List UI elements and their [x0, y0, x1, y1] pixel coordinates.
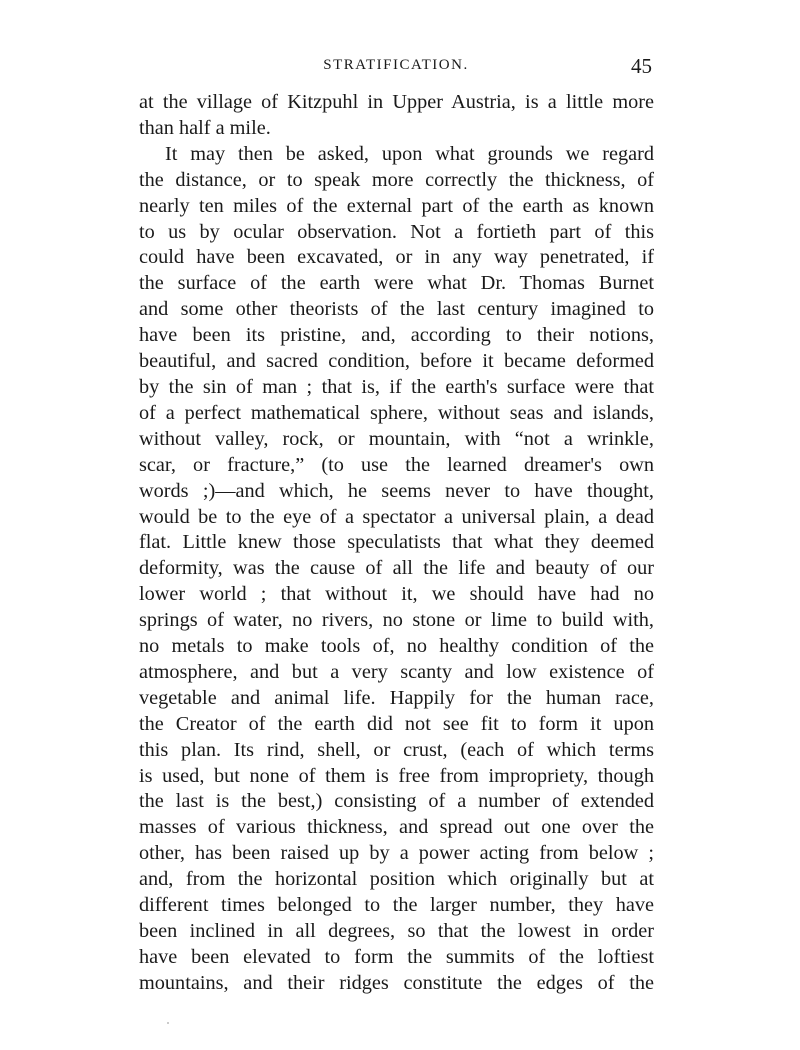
text-line: deformity, was the cause of all the life and beauty of our: [139, 557, 654, 580]
text-line: It may then be asked, upon what grounds we regard: [165, 142, 654, 165]
text-line: beautiful, and sacred condition, before it became deformed: [139, 350, 654, 373]
text-line: could have been excavated, or in any way penetrated, if: [139, 246, 654, 269]
text-line: is used, but none of them is free from impropriety, though: [139, 764, 654, 787]
text-line: vegetable and animal life. Happily for the human race,: [139, 686, 654, 709]
text-line: lower world ; that without it, we should have had no: [139, 583, 654, 606]
text-line: and, from the horizontal position which originally but at: [139, 868, 654, 891]
text-line: no metals to make tools of, no healthy condition of the: [139, 635, 654, 658]
text-line: by the sin of man ; that is, if the earth's surface were that: [139, 375, 654, 398]
text-line: flat. Little knew those speculatists that what they deemed: [139, 531, 654, 554]
running-title: STRATIFICATION.: [323, 57, 469, 73]
text-line: masses of various thickness, and spread out one over the: [139, 816, 654, 839]
text-line: to us by ocular observation. Not a fortieth part of this: [139, 220, 654, 243]
text-line: of a perfect mathematical sphere, without seas and islands,: [139, 401, 654, 424]
text-line: have been elevated to form the summits of the loftiest: [139, 945, 654, 968]
text-line: other, has been raised up by a power acting from below ;: [139, 842, 654, 865]
text-line: nearly ten miles of the external part of the earth as known: [139, 194, 654, 217]
text-line: mountains, and their ridges constitute the edges of the: [139, 971, 654, 994]
paper-speck: [167, 1022, 169, 1024]
text-line: without valley, rock, or mountain, with “not a wrinkle,: [139, 427, 654, 450]
text-line: would be to the eye of a spectator a universal plain, a dead: [139, 505, 654, 528]
running-head: [140, 54, 652, 78]
text-line: this plan. Its rind, shell, or crust, (each of which terms: [139, 738, 654, 761]
page-number: 45: [631, 54, 652, 78]
text-line: at the village of Kitzpuhl in Upper Austria, is a little more: [139, 91, 654, 113]
body-text: [139, 90, 654, 997]
text-line: the last is the best,) consisting of a number of extended: [139, 790, 654, 813]
text-line: the distance, or to speak more correctly the thickness, of: [139, 168, 654, 191]
text-line: springs of water, no rivers, no stone or lime to build with,: [139, 609, 654, 632]
text-line: the surface of the earth were what Dr. Thomas Burnet: [139, 272, 654, 295]
text-line: words ;)—and which, he seems never to have thought,: [139, 479, 654, 502]
text-line: and some other theorists of the last century imagined to: [139, 298, 654, 321]
text-line: atmosphere, and but a very scanty and low existence of: [139, 660, 654, 683]
text-line: been inclined in all degrees, so that the lowest in order: [139, 920, 654, 942]
text-line: the Creator of the earth did not see fit to form it upon: [139, 712, 654, 735]
text-line: scar, or fracture,” (to use the learned dreamer's own: [139, 453, 654, 476]
text-line: than half a mile.: [139, 116, 271, 139]
text-line: different times belonged to the larger number, they have: [139, 894, 654, 917]
text-line: have been its pristine, and, according to their notions,: [139, 324, 654, 347]
